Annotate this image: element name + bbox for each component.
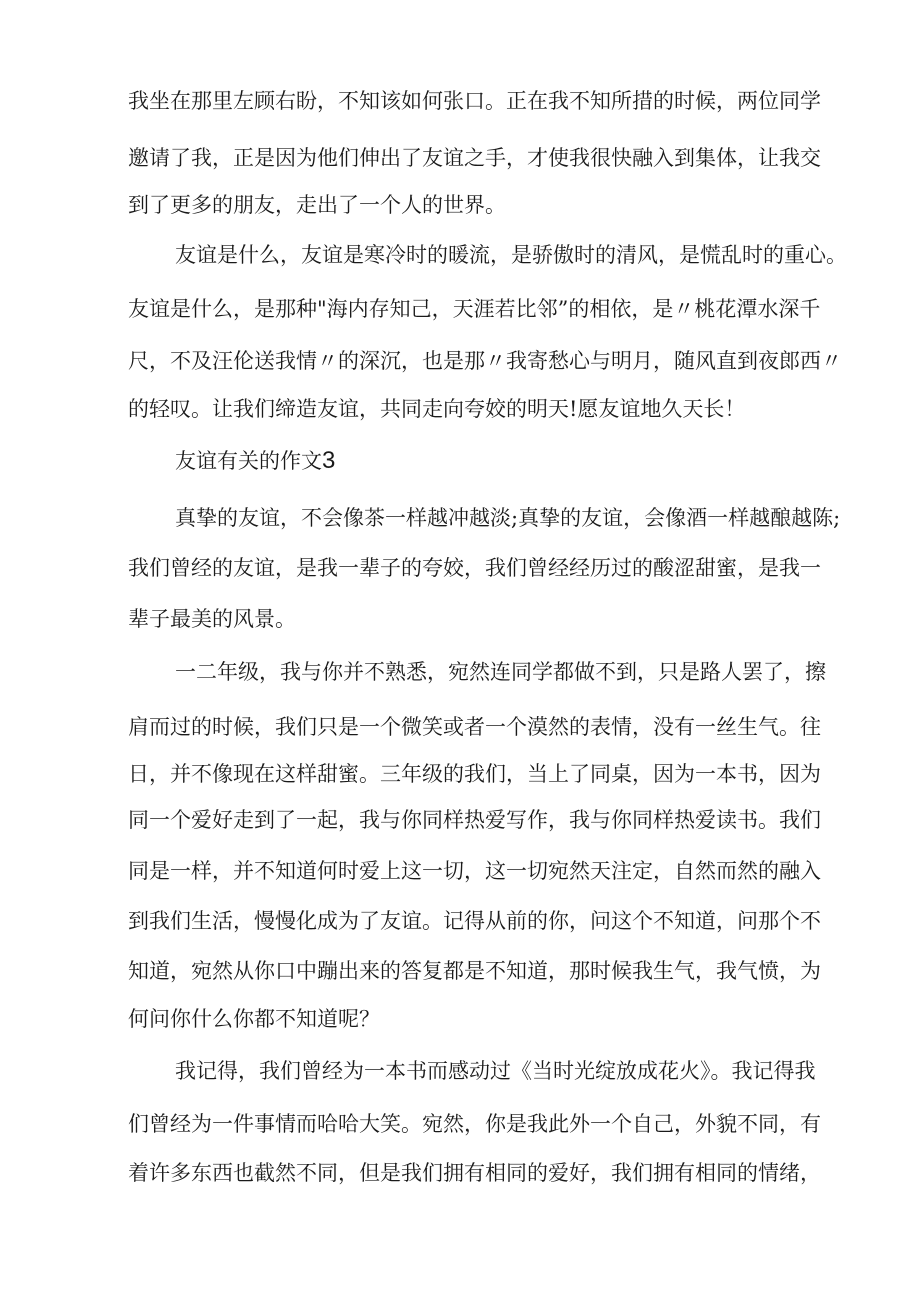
paragraph-5-line-1: 我记得，我们曾经为一本书而感动过《当时光绽放成花火》。我记得我 [175, 1059, 816, 1083]
paragraph-4-line-7: 知道，宛然从你口中蹦出来的答复都是不知道，那时候我生气，我气愤，为 [128, 959, 821, 983]
paragraph-4-line-1: 一二年级，我与你并不熟悉，宛然连同学都做不到，只是路人罢了，擦 [175, 660, 826, 684]
paragraph-5-line-2: 们曾经为一件事情而哈哈大笑。宛然，你是我此外一个自己，外貌不同，有 [128, 1112, 821, 1136]
paragraph-2-line-1: 友谊是什么，友谊是寒冷时的暖流，是骄傲时的清风，是慌乱时的重心。 [175, 243, 847, 267]
paragraph-3-line-3: 辈子最美的风景。 [128, 607, 296, 631]
paragraph-2-line-2: 友谊是什么，是那种"海内存知己，天涯若比邻”的相依，是〃桃花潭水深千 [128, 297, 821, 321]
paragraph-4-line-3: 日，并不像现在这样甜蜜。三年级的我们，当上了同桌，因为一本书，因为 [128, 762, 821, 786]
paragraph-3-line-2: 我们曾经的友谊，是我一辈子的夸姣，我们曾经经历过的酸涩甜蜜，是我一 [128, 556, 821, 580]
paragraph-1-line-2: 邀请了我，正是因为他们伸出了友谊之手，才使我很快融入到集体，让我交 [128, 146, 821, 170]
paragraph-1-line-1: 我坐在那里左顾右盼，不知该如何张口。正在我不知所措的时候，两位同学 [128, 89, 821, 113]
paragraph-1-line-3: 到了更多的朋友，走出了一个人的世界。 [128, 193, 506, 217]
paragraph-3-line-1: 真挚的友谊，不会像茶一样越冲越淡;真挚的友谊，会像酒一样越酿越陈; [175, 506, 841, 530]
paragraph-2-line-4: 的轻叹。让我们缔造友谊，共同走向夸姣的明天!愿友谊地久天长！ [128, 397, 746, 421]
section-heading-text: 友谊有关的作文 [175, 449, 322, 473]
paragraph-4-line-2: 肩而过的时候，我们只是一个微笑或者一个漠然的表情，没有一丝生气。往 [128, 715, 821, 739]
paragraph-5-line-3: 着许多东西也截然不同，但是我们拥有相同的爱好，我们拥有相同的情绪， [128, 1161, 821, 1185]
paragraph-4-line-5: 同是一样，并不知道何时爱上这一切，这一切宛然天注定，自然而然的融入 [128, 859, 821, 883]
section-heading [175, 446, 335, 476]
paragraph-4-line-4: 同一个爱好走到了一起，我与你同样热爱写作，我与你同样热爱读书。我们 [128, 808, 821, 832]
paragraph-4-line-6: 到我们生活，慢慢化成为了友谊。记得从前的你，问这个不知道，问那个不 [128, 909, 821, 933]
section-heading-number: 3 [322, 447, 336, 474]
paragraph-4-line-8: 何问你什么你都不知道呢？ [128, 1007, 380, 1031]
paragraph-2-line-3: 尺，不及汪伦送我情〃的深沉，也是那〃我寄愁心与明月，随风直到夜郎西〃 [128, 349, 842, 373]
